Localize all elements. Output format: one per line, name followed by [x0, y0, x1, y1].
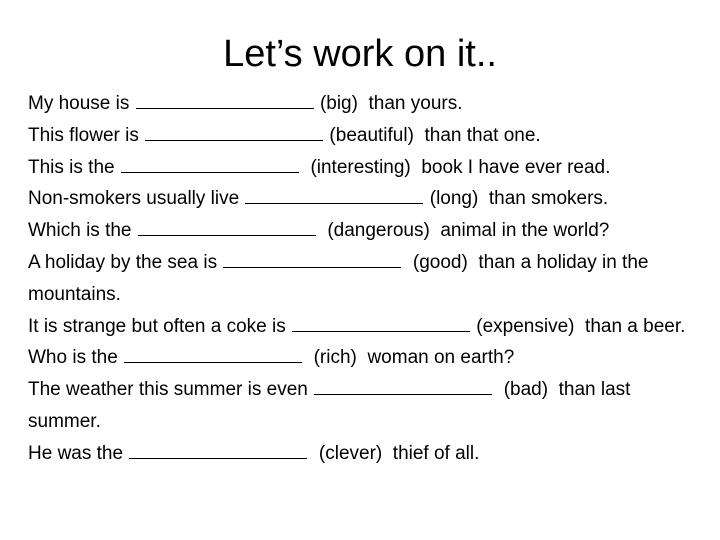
- answer-blank: [314, 376, 492, 395]
- sentence-start: The weather this summer is even: [28, 379, 314, 401]
- answer-blank: [121, 154, 299, 173]
- word-hint: (dangerous): [327, 220, 430, 242]
- exercise-sentence: [28, 311, 708, 343]
- word-hint: (interesting): [310, 156, 411, 178]
- word-hint: (bad): [503, 379, 549, 401]
- sentence-start: Who is the: [28, 347, 124, 369]
- answer-blank: [136, 90, 314, 109]
- word-hint: (big): [319, 93, 358, 114]
- sentence-end: thief of all.: [392, 442, 480, 464]
- word-hint: (long): [429, 188, 479, 210]
- answer-blank: [223, 249, 401, 268]
- sentence-start: This flower is: [28, 124, 145, 146]
- sentence-start: My house is: [28, 93, 135, 114]
- word-hint: (clever): [318, 442, 383, 464]
- sentence-end: than a holiday in the mountains.: [28, 251, 649, 305]
- answer-blank: [138, 217, 316, 236]
- exercise-sentence: [28, 247, 708, 311]
- sentence-start: A holiday by the sea is: [28, 251, 223, 273]
- sentence-start: It is strange but often a coke is: [28, 315, 291, 337]
- exercise-sentence: [28, 438, 708, 470]
- word-hint: (rich): [313, 347, 357, 369]
- exercise-sentence: [28, 88, 708, 120]
- exercise-sentence: [28, 120, 708, 152]
- exercise-sentence: [28, 342, 708, 374]
- answer-blank: [129, 440, 307, 459]
- sentence-start: This is the: [28, 156, 120, 178]
- sentence-end: book I have ever read.: [421, 156, 611, 178]
- answer-blank: [245, 185, 423, 204]
- word-hint: (beautiful): [329, 124, 414, 146]
- sentence-end: than a beer.: [585, 315, 686, 337]
- sentence-start: Which is the: [28, 220, 137, 242]
- exercise-sentence: [28, 183, 708, 215]
- exercise-list: [28, 88, 708, 470]
- page-title: Let’s work on it..: [223, 33, 497, 75]
- sentence-end: woman on earth?: [367, 347, 515, 369]
- answer-blank: [145, 122, 323, 141]
- sentence-start: Non-smokers usually live: [28, 188, 245, 210]
- sentence-end: than smokers.: [488, 188, 609, 210]
- answer-blank: [292, 313, 470, 332]
- word-hint: (expensive): [476, 315, 575, 337]
- sentence-end: than yours.: [368, 93, 463, 114]
- exercise-sentence: [28, 215, 708, 247]
- answer-blank: [124, 344, 302, 363]
- word-hint: (good): [412, 251, 468, 273]
- exercise-sentence: [28, 152, 708, 184]
- sentence-end: animal in the world?: [440, 220, 610, 242]
- sentence-end: than that one.: [424, 124, 541, 146]
- sentence-end: than last summer.: [28, 379, 631, 432]
- sentence-start: He was the: [28, 442, 129, 464]
- exercise-sentence: [28, 374, 708, 438]
